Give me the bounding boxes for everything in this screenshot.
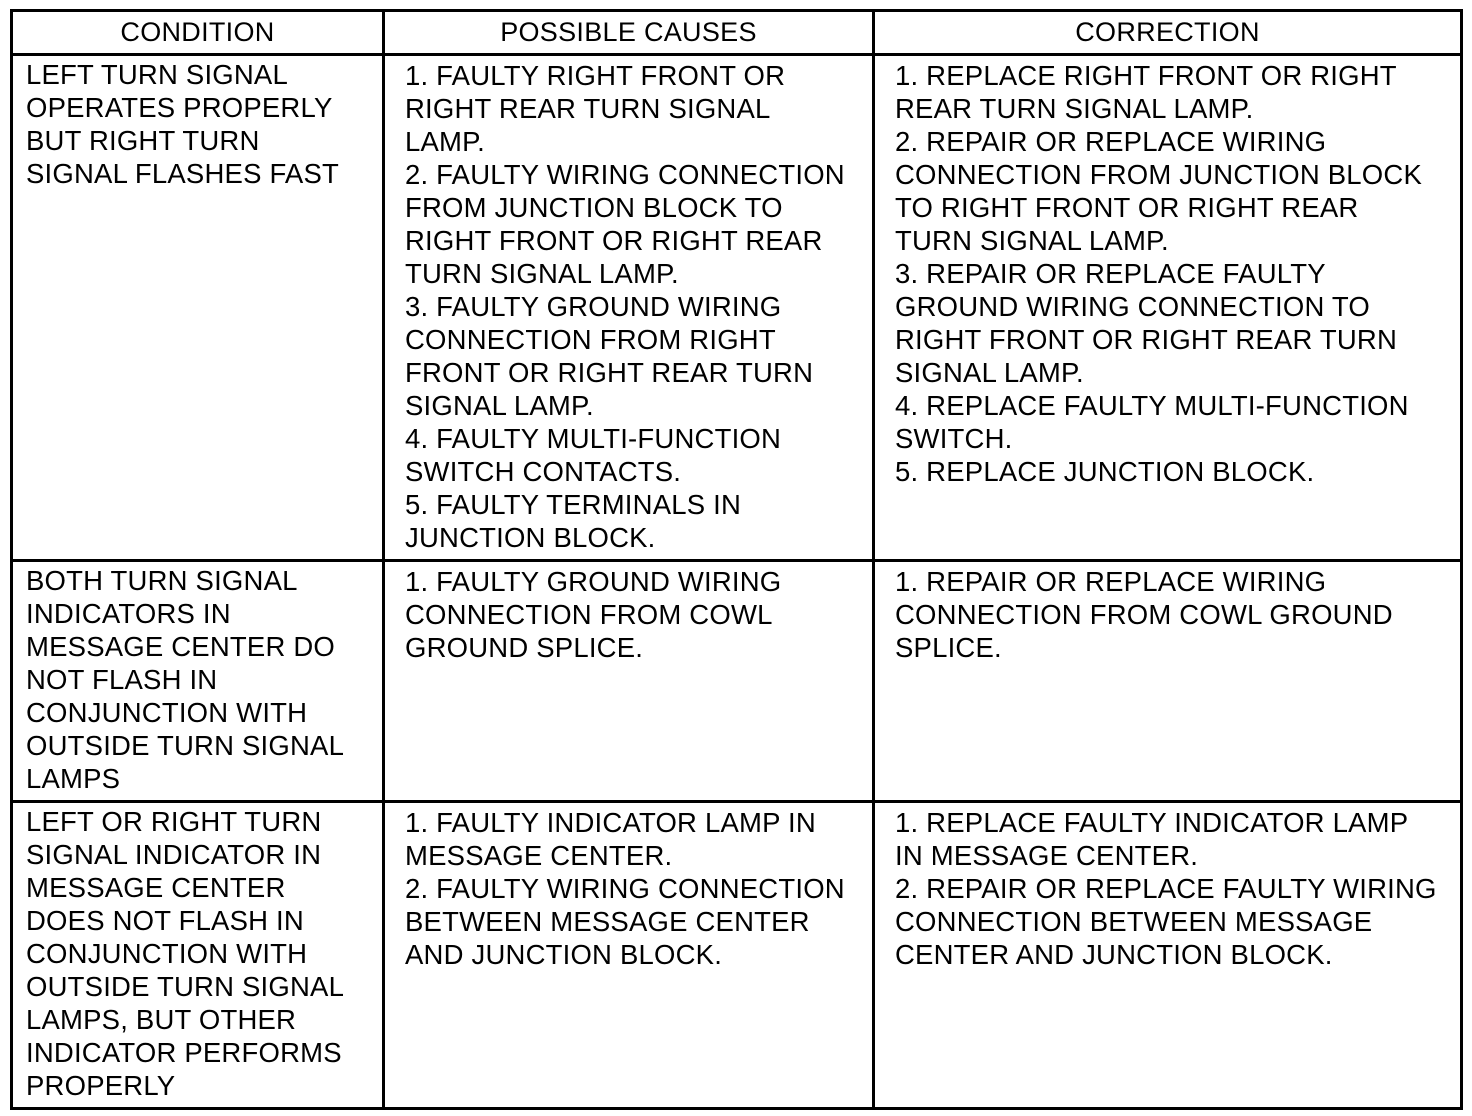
condition-text xyxy=(13,562,382,795)
text-line: CONNECTION FROM JUNCTION BLOCK xyxy=(895,159,1422,190)
text-line: 3. FAULTY GROUND WIRING xyxy=(405,291,782,322)
text-line: FRONT OR RIGHT REAR TURN xyxy=(405,357,814,388)
causes-cell xyxy=(384,561,874,802)
header-condition: CONDITION xyxy=(12,11,384,55)
text-line: 1. FAULTY RIGHT FRONT OR xyxy=(405,60,786,91)
text-line: CENTER AND JUNCTION BLOCK. xyxy=(895,939,1333,970)
correction-text xyxy=(875,803,1460,971)
correction-cell xyxy=(874,561,1462,802)
text-line: INDICATORS IN xyxy=(26,598,231,629)
header-row xyxy=(12,11,1462,55)
text-line: DOES NOT FLASH IN xyxy=(26,905,304,936)
diagnosis-table xyxy=(10,9,1463,1110)
text-line: SWITCH CONTACTS. xyxy=(405,456,682,487)
text-line: CONJUNCTION WITH xyxy=(26,938,308,969)
text-line: AND JUNCTION BLOCK. xyxy=(405,939,723,970)
text-line: CONNECTION FROM COWL GROUND xyxy=(895,599,1393,630)
text-line: BETWEEN MESSAGE CENTER xyxy=(405,906,810,937)
causes-cell xyxy=(384,802,874,1109)
correction-cell xyxy=(874,55,1462,561)
text-line: CONNECTION BETWEEN MESSAGE xyxy=(895,906,1373,937)
text-line: GROUND WIRING CONNECTION TO xyxy=(895,291,1370,322)
text-line: SWITCH. xyxy=(895,423,1013,454)
text-line: MESSAGE CENTER DO xyxy=(26,631,336,662)
text-line: REAR TURN SIGNAL LAMP. xyxy=(895,93,1254,124)
text-line: 2. REPAIR OR REPLACE FAULTY WIRING xyxy=(895,873,1437,904)
text-line: RIGHT FRONT OR RIGHT REAR TURN xyxy=(895,324,1398,355)
text-line: 1. REPAIR OR REPLACE WIRING xyxy=(895,566,1327,597)
text-line: MESSAGE CENTER xyxy=(26,872,286,903)
text-line: 1. REPLACE FAULTY INDICATOR LAMP xyxy=(895,807,1409,838)
text-line: OUTSIDE TURN SIGNAL xyxy=(26,730,345,761)
text-line: RIGHT FRONT OR RIGHT REAR xyxy=(405,225,823,256)
text-line: 5. FAULTY TERMINALS IN xyxy=(405,489,742,520)
text-line: SPLICE. xyxy=(895,632,1002,663)
text-line: CONNECTION FROM RIGHT xyxy=(405,324,776,355)
text-line: IN MESSAGE CENTER. xyxy=(895,840,1199,871)
text-line: MESSAGE CENTER. xyxy=(405,840,673,871)
text-line: 1. FAULTY INDICATOR LAMP IN xyxy=(405,807,816,838)
header-correction: CORRECTION xyxy=(874,11,1462,55)
text-line: 4. FAULTY MULTI-FUNCTION xyxy=(405,423,782,454)
text-line: GROUND SPLICE. xyxy=(405,632,644,663)
text-line: OPERATES PROPERLY xyxy=(26,92,333,123)
table-row xyxy=(12,561,1462,802)
text-line: FROM JUNCTION BLOCK TO xyxy=(405,192,783,223)
text-line: BOTH TURN SIGNAL xyxy=(26,565,298,596)
condition-cell xyxy=(12,55,384,561)
text-line: OUTSIDE TURN SIGNAL xyxy=(26,971,345,1002)
text-line: SIGNAL LAMP. xyxy=(895,357,1084,388)
text-line: SIGNAL INDICATOR IN xyxy=(26,839,322,870)
table-row xyxy=(12,55,1462,561)
header-possible-causes: POSSIBLE CAUSES xyxy=(384,11,874,55)
text-line: 2. FAULTY WIRING CONNECTION xyxy=(405,159,845,190)
condition-text xyxy=(13,56,382,190)
text-line: LEFT OR RIGHT TURN xyxy=(26,806,322,837)
condition-cell xyxy=(12,802,384,1109)
correction-cell xyxy=(874,802,1462,1109)
text-line: TURN SIGNAL LAMP. xyxy=(895,225,1169,256)
text-line: 3. REPAIR OR REPLACE FAULTY xyxy=(895,258,1326,289)
text-line: LEFT TURN SIGNAL xyxy=(26,59,288,90)
text-line: NOT FLASH IN xyxy=(26,664,218,695)
causes-cell xyxy=(384,55,874,561)
text-line: CONJUNCTION WITH xyxy=(26,697,308,728)
text-line: 1. FAULTY GROUND WIRING xyxy=(405,566,782,597)
text-line: TURN SIGNAL LAMP. xyxy=(405,258,679,289)
condition-cell xyxy=(12,561,384,802)
condition-text xyxy=(13,803,382,1102)
text-line: RIGHT REAR TURN SIGNAL xyxy=(405,93,771,124)
causes-text xyxy=(385,562,872,664)
text-line: 2. FAULTY WIRING CONNECTION xyxy=(405,873,845,904)
correction-text xyxy=(875,56,1460,488)
causes-text xyxy=(385,803,872,971)
text-line: LAMP. xyxy=(405,126,485,157)
text-line: INDICATOR PERFORMS xyxy=(26,1037,342,1068)
text-line: LAMPS xyxy=(26,763,121,794)
correction-text xyxy=(875,562,1460,664)
causes-text xyxy=(385,56,872,554)
text-line: SIGNAL LAMP. xyxy=(405,390,594,421)
text-line: BUT RIGHT TURN xyxy=(26,125,260,156)
text-line: 2. REPAIR OR REPLACE WIRING xyxy=(895,126,1327,157)
table-row xyxy=(12,802,1462,1109)
text-line: CONNECTION FROM COWL xyxy=(405,599,773,630)
text-line: JUNCTION BLOCK. xyxy=(405,522,656,553)
text-line: 5. REPLACE JUNCTION BLOCK. xyxy=(895,456,1315,487)
text-line: PROPERLY xyxy=(26,1070,176,1101)
text-line: LAMPS, BUT OTHER xyxy=(26,1004,297,1035)
text-line: 4. REPLACE FAULTY MULTI-FUNCTION xyxy=(895,390,1409,421)
text-line: 1. REPLACE RIGHT FRONT OR RIGHT xyxy=(895,60,1397,91)
text-line: SIGNAL FLASHES FAST xyxy=(26,158,340,189)
text-line: TO RIGHT FRONT OR RIGHT REAR xyxy=(895,192,1359,223)
